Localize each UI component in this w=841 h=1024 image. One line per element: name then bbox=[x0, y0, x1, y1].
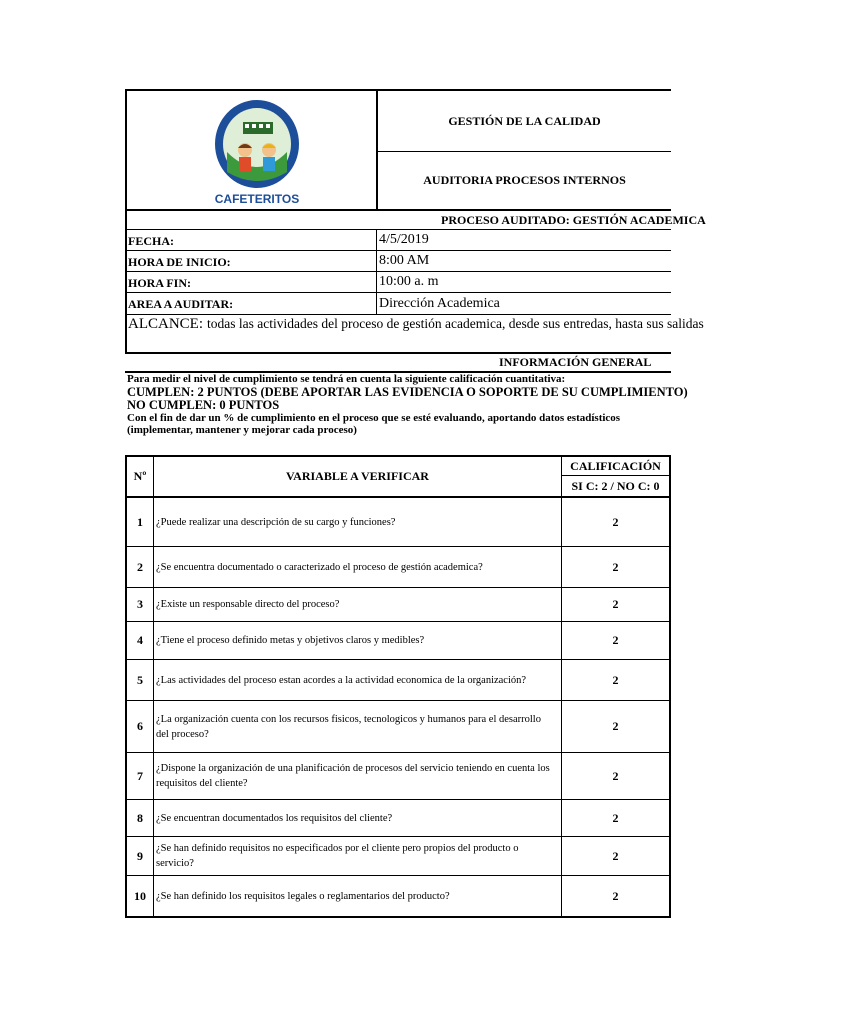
row-number: 1 bbox=[137, 514, 143, 529]
row-score: 2 bbox=[612, 633, 619, 647]
row-question: ¿Se encuentra documentado o caracterizado el proceso de gestión academica? bbox=[156, 561, 483, 573]
field-value-hora-inicio: 8:00 AM bbox=[379, 253, 430, 268]
alcance-text: todas las actividades del proceso de gestión academica, desde sus entredas, hasta sus salidas bbox=[207, 316, 704, 331]
instruction-line: Con el fin de dar un % de cumplimiento en el proceso que se esté evaluando, aportando datos estadísticos bbox=[127, 412, 621, 424]
field-value-area: Dirección Academica bbox=[379, 295, 500, 311]
row-score: 2 bbox=[612, 810, 619, 825]
row-score: 2 bbox=[612, 672, 619, 687]
instruction-line: CUMPLEN: 2 PUNTOS (DEBE APORTAR LAS EVIDENCIA O SOPORTE DE SU CUMPLIMIENTO) bbox=[127, 385, 688, 399]
row-number: 5 bbox=[137, 672, 143, 687]
row-score: 2 bbox=[612, 888, 619, 903]
row-question: ¿Las actividades del proceso estan acordes a la actividad economica de la organización? bbox=[156, 674, 527, 686]
row-number: 9 bbox=[137, 848, 143, 863]
col-header-variable: VARIABLE A VERIFICAR bbox=[286, 469, 429, 483]
row-score: 2 bbox=[612, 514, 619, 529]
alcance-row bbox=[128, 315, 704, 335]
row-question: ¿Se encuentran documentados los requisitos del cliente? bbox=[156, 812, 393, 824]
row-number: 7 bbox=[137, 768, 143, 783]
field-label-area: AREA A AUDITAR: bbox=[128, 296, 234, 311]
instruction-line: Para medir el nivel de cumplimiento se tendrá en cuenta la siguiente calificación cuantitativa: bbox=[127, 373, 566, 385]
process-audited: PROCESO AUDITADO: GESTIÓN ACADEMICA bbox=[441, 212, 706, 227]
row-question: ¿Se han definido requisitos no especificados por el cliente pero propios del producto o servicio? bbox=[156, 843, 519, 869]
row-score: 2 bbox=[612, 719, 619, 733]
field-label-hora-inicio: HORA DE INICIO: bbox=[128, 254, 231, 269]
field-label-hora-fin: HORA FIN: bbox=[128, 275, 191, 290]
row-question: ¿Se han definido los requisitos legales o reglamentarios del producto? bbox=[156, 890, 450, 902]
col-header-calificacion: CALIFICACIÓN bbox=[570, 458, 661, 473]
title-auditoria: AUDITORIA PROCESOS INTERNOS bbox=[423, 173, 626, 187]
row-score: 2 bbox=[612, 848, 619, 863]
row-number: 6 bbox=[137, 719, 143, 733]
col-header-calificacion-scale: SI C: 2 / NO C: 0 bbox=[571, 478, 660, 493]
row-question: ¿Puede realizar una descripción de su cargo y funciones? bbox=[156, 516, 396, 528]
field-label-fecha: FECHA: bbox=[128, 233, 174, 248]
col-header-number: Nº bbox=[133, 469, 147, 483]
row-number: 10 bbox=[134, 888, 146, 903]
row-score: 2 bbox=[612, 768, 619, 783]
instruction-line: NO CUMPLEN: 0 PUNTOS bbox=[127, 398, 280, 412]
logo-wordmark: CAFETERITOS bbox=[214, 192, 300, 206]
info-general-heading: INFORMACIÓN GENERAL bbox=[499, 355, 652, 369]
row-question: ¿Existe un responsable directo del proceso? bbox=[156, 599, 340, 610]
row-number: 2 bbox=[137, 559, 143, 574]
instruction-line: (implementar, mantener y mejorar cada proceso) bbox=[127, 424, 357, 436]
title-gestion-calidad: GESTIÓN DE LA CALIDAD bbox=[448, 113, 601, 128]
field-value-hora-fin: 10:00 a. m bbox=[379, 274, 439, 289]
instructions-block bbox=[127, 373, 688, 436]
row-question: ¿Dispone la organización de una planificación de procesos del servicio teniendo en cuenta los requisitos del cliente? bbox=[156, 763, 550, 789]
row-score: 2 bbox=[612, 597, 619, 611]
field-value-fecha: 4/5/2019 bbox=[379, 232, 429, 247]
alcance-label: ALCANCE: bbox=[128, 316, 203, 332]
row-number: 4 bbox=[137, 633, 143, 647]
row-question: ¿Tiene el proceso definido metas y objetivos claros y medibles? bbox=[156, 635, 425, 646]
row-question: ¿La organización cuenta con los recursos fisicos, tecnologicos y humanos para el desarrollo del proceso? bbox=[156, 713, 541, 740]
row-number: 8 bbox=[137, 810, 143, 825]
school-logo bbox=[205, 92, 309, 207]
row-score: 2 bbox=[612, 559, 619, 574]
row-number: 3 bbox=[137, 597, 143, 611]
